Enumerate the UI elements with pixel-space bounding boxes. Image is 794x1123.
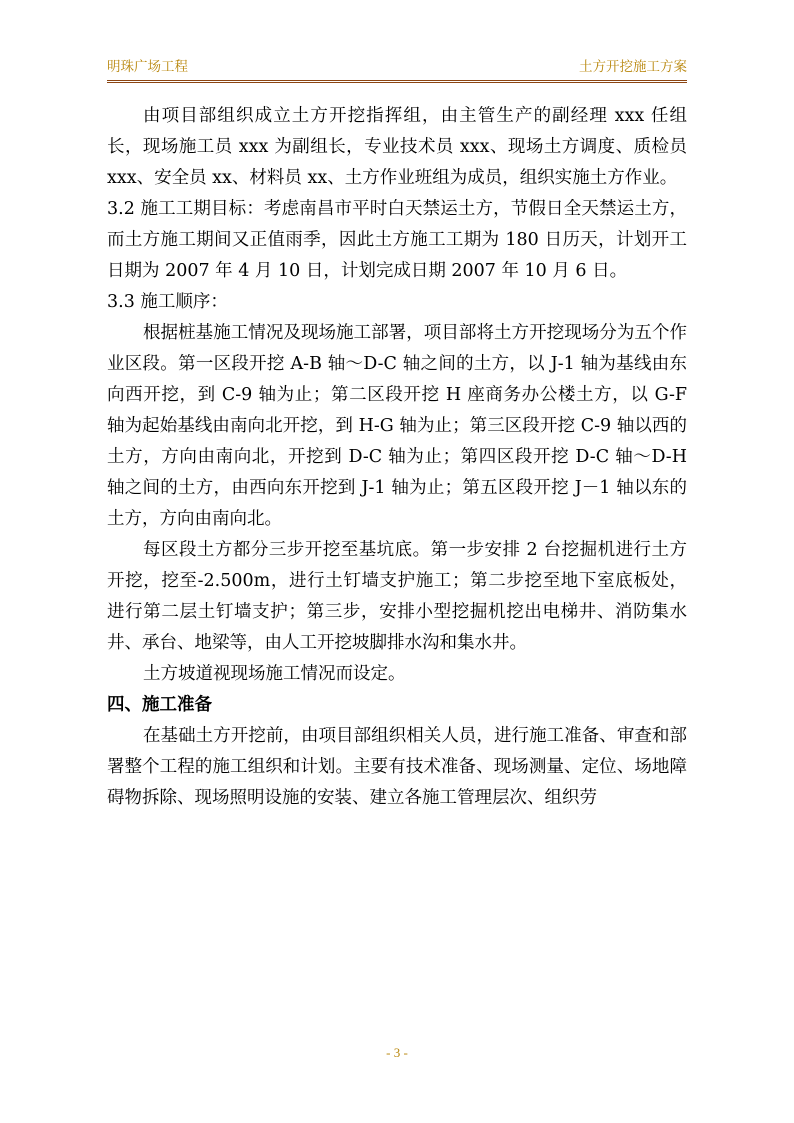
page-number: - 3 - — [386, 1045, 408, 1060]
paragraph-work-zones: 根据桩基施工情况及现场施工部署，项目部将土方开挖现场分为五个作业区段。第一区段开挖 A-B 轴～D-C 轴之间的土方，以 J-1 轴为基线由东向西开挖，到 C-9 轴为止；第二区段开挖 H 座商务办公楼土方，以 G-F 轴为起始基线由南向北开挖，到 H-G 轴为止；第三区段开挖 C-9 轴以西的土方，方向由南向北，开挖到 D-C 轴为止；第四区段开挖 D-C 轴～D-H 轴之间的土方，由西向东开挖到 J-1 轴为止；第五区段开挖 J－1 轴以东的土方，方向由南向北。 — [107, 323, 687, 529]
header-project-name: 明珠广场工程 — [107, 59, 188, 75]
page-header — [107, 58, 687, 83]
paragraph-ramp: 土方坡道视现场施工情况而设定。 — [143, 664, 406, 684]
paragraph-organization: 由项目部组织成立土方开挖指挥组，由主管生产的副经理 xxx 任组长，现场施工员 xxx 为副组长，专业技术员 xxx、现场土方调度、质检员 xxx、安全员 xx、材料员 xx、土方作业班组为成员，组织实施土方作业。 — [107, 106, 687, 188]
paragraph-excavation-steps: 每区段土方都分三步开挖至基坑底。第一步安排 2 台挖掘机进行土方开挖，挖至-2.500m，进行土钉墙支护施工；第二步挖至地下室底板处，进行第二层土钉墙支护；第三步，安排小型挖掘机挖出电梯井、消防集水井、承台、地梁等，由人工开挖坡脚排水沟和集水井。 — [107, 540, 687, 653]
paragraph-preparation: 在基础土方开挖前，由项目部组织相关人员，进行施工准备、审查和部署整个工程的施工组织和计划。主要有技术准备、现场测量、定位、场地障碍物拆除、现场照明设施的安装、建立各施工管理层次、组织劳 — [107, 726, 687, 808]
header-document-title: 土方开挖施工方案 — [579, 59, 687, 75]
subheading-construction-sequence: 3.3 施工顺序： — [107, 292, 228, 312]
document-body — [107, 101, 687, 814]
paragraph-schedule-target: 3.2 施工工期目标：考虑南昌市平时白天禁运土方，节假日全天禁运土方，而土方施工期间又正值雨季，因此土方施工工期为 180 日历天，计划开工日期为 2007 年 4 月 10 日，计划完成日期 2007 年 10 月 6 日。 — [107, 199, 687, 281]
section-heading-preparation: 四、施工准备 — [107, 695, 212, 715]
